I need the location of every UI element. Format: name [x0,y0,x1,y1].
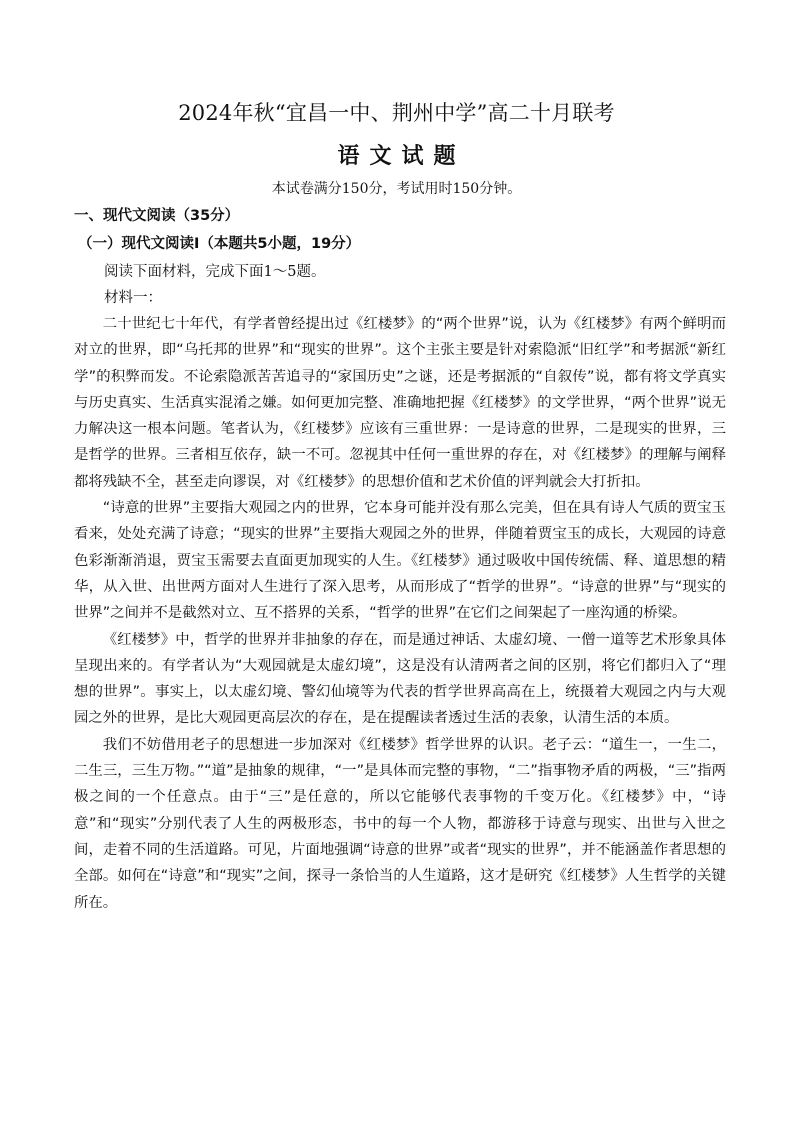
material-body [74,311,726,916]
paragraph-3: 《红楼梦》中，哲学的世界并非抽象的存在，而是通过神话、太虚幻境、一僧一道等艺术形象具体呈现出来的。有学者认为“大观园就是太虚幻境”，这是没有认清两者之间的区别，将它们都归入了“理想的世界”。事实上，以太虚幻境、警幻仙境等为代表的哲学世界高高在上，统摄着大观园之内与大观园之外的世界，是比大观园更高层次的存在，是在提醒读者透过生活的表象，认清生活的本质。 [74,631,726,727]
exam-subject-title: 语文试题 [337,143,466,169]
exam-title: 2024年秋“宜昌一中、荆州中学”高二十月联考 [178,101,615,125]
reading-instruction: 阅读下面材料，完成下面1～5题。 [104,264,326,280]
paragraph-1: 二十世纪七十年代，有学者曾经提出过《红楼梦》的“两个世界”说，认为《红楼梦》有两个鲜明而对立的世界，即“乌托邦的世界”和“现实的世界”。这个主张主要是针对索隐派“旧红学”和考据派“新红学”的积弊而发。不论索隐派苦苦追寻的“家国历史”之谜，还是考据派的“自叙传”说，都有将文学真实与历史真实、生活真实混淆之嫌。如何更加完整、准确地把握《红楼梦》的文学世界，“两个世界”说无力解决这一根本问题。笔者认为，《红楼梦》应该有三重世界：一是诗意的世界，二是现实的世界，三是哲学的世界。三者相互依存，缺一不可。忽视其中任何一重世界的存在，对《红楼梦》的理解与阐释都将残缺不全，甚至走向谬误，对《红楼梦》的思想价值和艺术价值的评判就会大打折扣。 [74,316,726,490]
exam-note: 本试卷满分150分，考试用时150分钟。 [271,181,522,197]
paragraph-2: “诗意的世界”主要指大观园之内的世界，它本身可能并没有那么完美，但在具有诗人气质的贾宝玉看来，处处充满了诗意；“现实的世界”主要指大观园之外的世界，伴随着贾宝玉的成长，大观园的诗意色彩渐渐消退，贾宝玉需要去直面更加现实的人生。《红楼梦》通过吸收中国传统儒、释、道思想的精华，从入世、出世两方面对人生进行了深入思考，从而形成了“哲学的世界”。“诗意的世界”与“现实的世界”之间并不是截然对立、互不搭界的关系，“哲学的世界”在它们之间架起了一座沟通的桥梁。 [74,500,726,622]
subsection-heading: （一）现代文阅读Ⅰ（本题共5小题，19分） [78,236,361,252]
paragraph-4: 我们不妨借用老子的思想进一步加深对《红楼梦》哲学世界的认识。老子云：“道生一，一生二，二生三，三生万物。”“道”是抽象的规律，“一”是具体而完整的事物，“二”指事物矛盾的两极，“三”指两极之间的一个任意点。由于“三”是任意的，所以它能够代表事物的千变万化。《红楼梦》中，“诗意”和“现实”分别代表了人生的两极形态，书中的每一个人物，都游移于诗意与现实、出世与入世之间，走着不同的生活道路。可见，片面地强调“诗意的世界”或者“现实的世界”，并不能涵盖作者思想的全部。如何在“诗意”和“现实”之间，探寻一条恰当的人生道路，这才是研究《红楼梦》人生哲学的关键所在。 [74,736,726,911]
material-label: 材料一： [104,290,162,306]
section-heading: 一、现代文阅读（35分） [74,208,240,224]
